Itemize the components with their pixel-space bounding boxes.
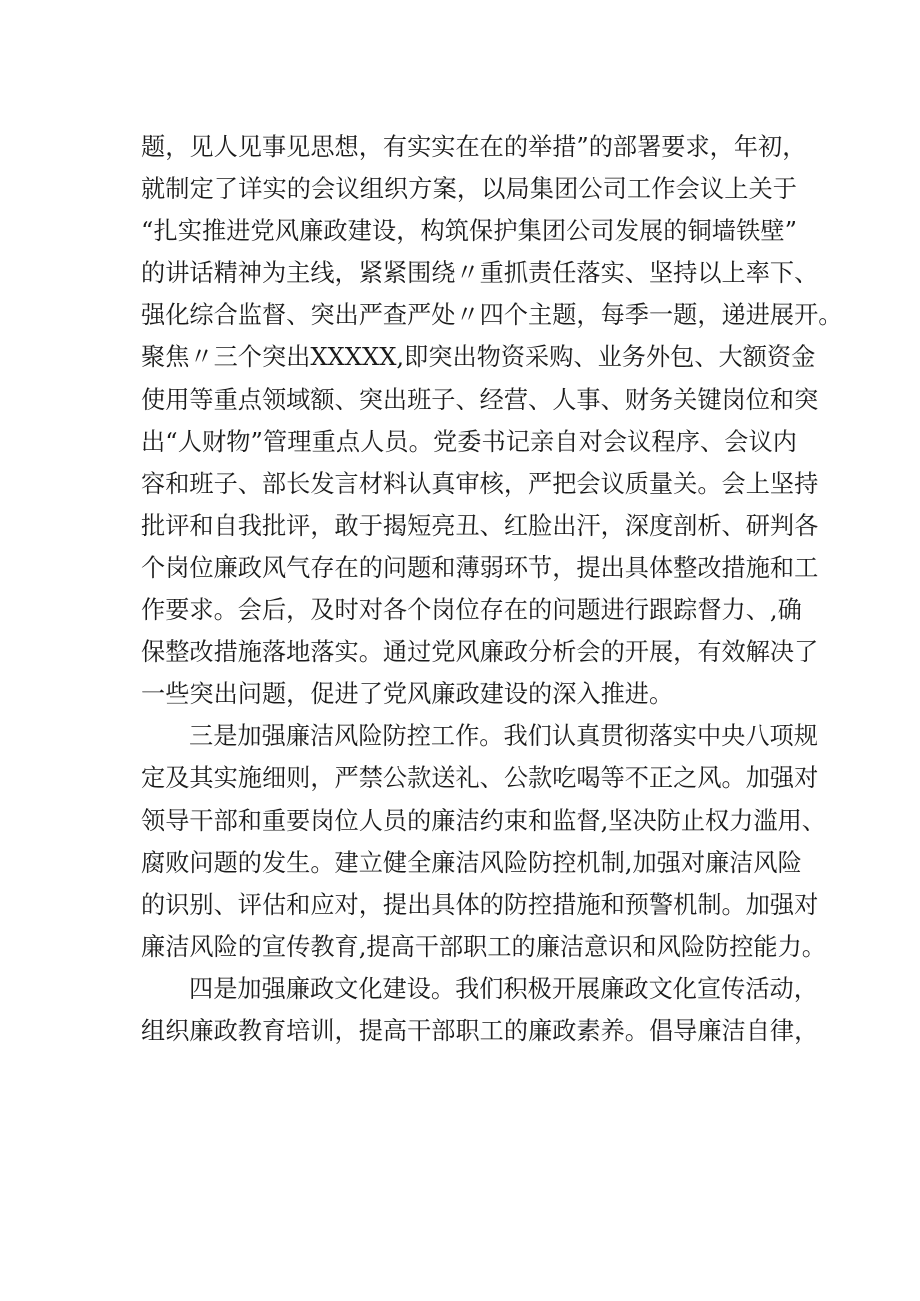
- text-line: 领导干部和重要岗位人员的廉洁约束和监督,坚决防止权力滥用、: [141, 806, 826, 835]
- text-line: 题，见人见事见思想，有实实在在的举措”的部署要求，年初，: [141, 133, 807, 161]
- text-line: 的识别、评估和应对，提出具体的防控措施和预警机制。加强对: [141, 890, 819, 919]
- text-line: 聚焦〃三个突出XXXXX,即突出物资采购、业务外包、大额资金: [141, 343, 816, 372]
- text-line: 的讲话精神为主线，紧紧围绕〃重抓责任落实、坚持以上率下、: [141, 259, 819, 288]
- text-line: 容和班子、部长发言材料认真审核，严把会议质量关。会上坚持: [141, 469, 819, 498]
- text-line: 使用等重点领域额、突出班子、经营、人事、财务关键岗位和突: [141, 385, 819, 414]
- text-line: 三是加强廉洁风险防控工作。我们认真贯彻落实中央八项规: [189, 722, 818, 751]
- text-line: 腐败问题的发生。建立健全廉洁风险防控机制,加强对廉洁风险: [141, 848, 802, 877]
- body-text: [141, 126, 843, 1052]
- text-line: 出“人财物”管理重点人员。党委书记亲自对会议程序、会议内: [141, 427, 797, 456]
- text-line: 作要求。会后，及时对各个岗位存在的问题进行跟踪督力、,确: [141, 596, 802, 625]
- text-line: 保整改措施落地落实。通过党风廉政分析会的开展，有效解决了: [141, 638, 819, 667]
- text-line: “扎实推进党风廉政建设，构筑保护集团公司发展的铜墙铁壁”: [141, 217, 797, 246]
- text-line: 就制定了详实的会议组织方案，以局集团公司工作会议上关于: [141, 175, 797, 204]
- text-line: 四是加强廉政文化建设。我们积极开展廉政文化宣传活动，: [189, 974, 818, 1003]
- text-line: 廉洁风险的宣传教育,提高干部职工的廉洁意识和风险防控能力。: [141, 932, 826, 961]
- text-line: 定及其实施细则，严禁公款送礼、公款吃喝等不正之风。加强对: [141, 764, 819, 793]
- text-line: 强化综合监督、突出严查严处〃四个主题，每季一题，递进展开。: [141, 301, 843, 330]
- text-line: 批评和自我批评，敢于揭短亮丑、红脸出汗，深度剖析、研判各: [141, 511, 819, 540]
- text-line: 组织廉政教育培训，提高干部职工的廉政素养。倡导廉洁自律，: [141, 1016, 819, 1045]
- text-line: 一些突出问题，促进了党风廉政建设的深入推进。: [141, 680, 674, 709]
- text-line: 个岗位廉政风气存在的问题和薄弱环节，提出具体整改措施和工: [141, 553, 819, 582]
